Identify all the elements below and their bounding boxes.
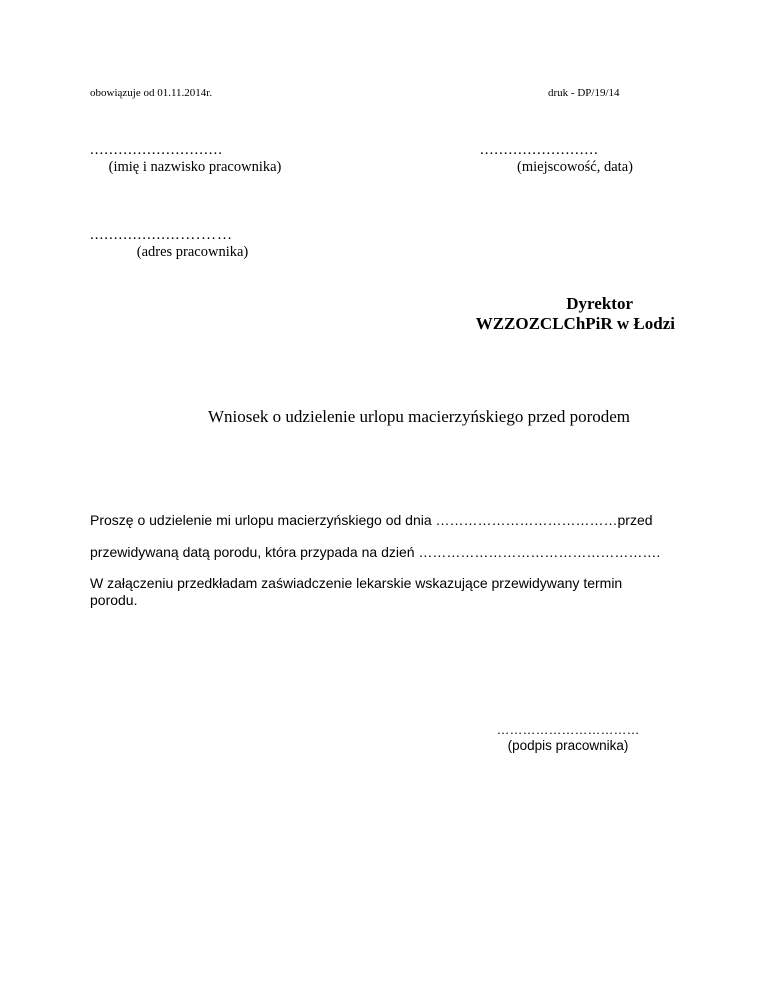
addressee-block xyxy=(400,294,675,334)
signature-caption: (podpis pracownika) xyxy=(507,738,629,753)
addressee-title: Dyrektor xyxy=(566,294,633,313)
body-line-2: przewidywaną datą porodu, która przypada na dzień ……………………………………………. xyxy=(90,544,661,560)
addressee-institution: WZZOZCLChPiR w Łodzi xyxy=(475,314,675,333)
body-line-1: Proszę o udzielenie mi urlopu macierzyńskiego od dnia …………………………………przed xyxy=(90,512,653,528)
employee-name-dots: ............................ xyxy=(90,142,223,158)
employee-address-caption: (adres pracownika) xyxy=(136,244,249,260)
form-code: druk - DP/19/14 xyxy=(548,87,620,99)
body-line-3: W załączeniu przedkładam zaświadczenie lekarskie wskazujące przewidywany termin xyxy=(90,575,623,591)
place-date-dots: ......................... xyxy=(480,142,599,158)
signature-block xyxy=(488,722,648,753)
employee-address-block xyxy=(90,227,305,261)
employee-name-caption: (imię i nazwisko pracownika) xyxy=(108,159,282,175)
employee-address-dots: ...................….…… xyxy=(90,227,233,243)
document-title: Wniosek o udzielenie urlopu macierzyńskiego przed porodem xyxy=(208,407,631,426)
place-date-block xyxy=(480,142,670,176)
signature-dots: …………………………… xyxy=(496,722,640,737)
valid-from-note: obowiązuje od 01.11.2014r. xyxy=(90,87,213,99)
body-line-4: porodu. xyxy=(90,592,138,608)
place-date-caption: (miejscowość, data) xyxy=(517,159,633,175)
employee-name-block xyxy=(90,142,300,176)
